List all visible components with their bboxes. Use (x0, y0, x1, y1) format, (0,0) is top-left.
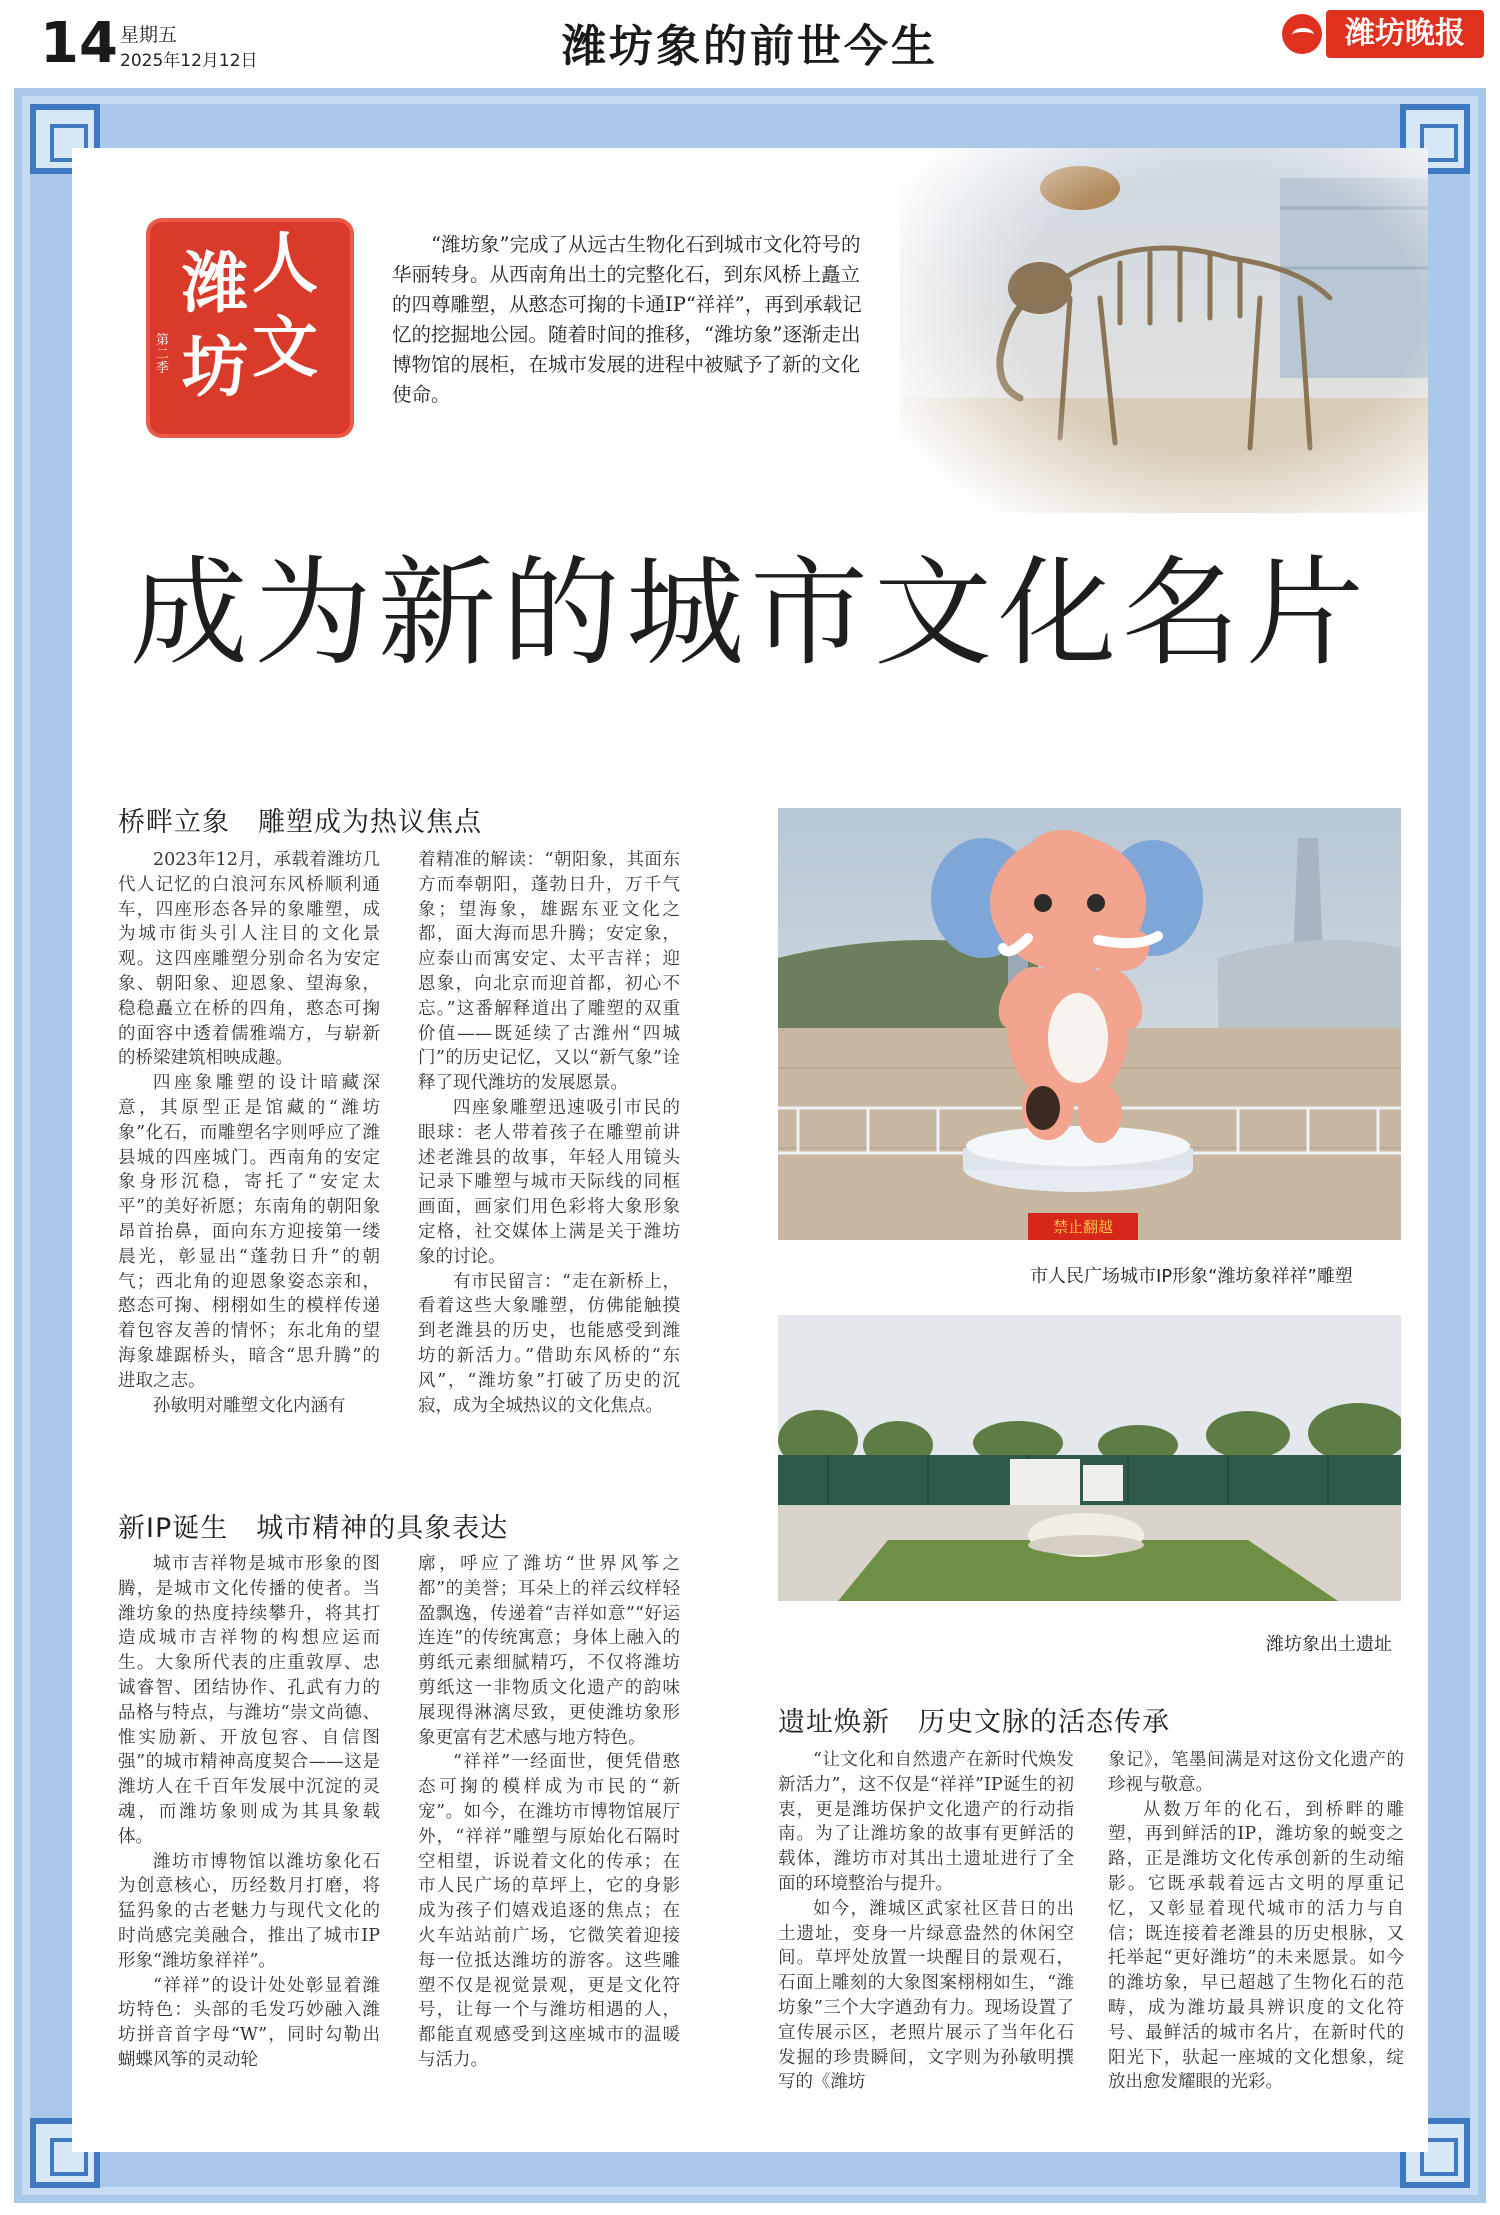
paragraph: “让文化和自然遗产在新时代焕发新活力”，这不仅是“祥祥”IP诞生的初衷，更是潍坊保护文化遗产的行动指南。为了让潍坊象的故事有更鲜活的载体，潍坊市对其出土遗址进行了全面的环境整治与提升。 (778, 1750, 1074, 1894)
stamp-season: 第二季 (156, 333, 170, 376)
paragraph: “祥祥”的设计处处彰显着潍坊特色：头部的毛发巧妙融入潍坊拼音首字母“W”，同时勾勒出蝴蝶风筝的灵动轮 (118, 1975, 380, 2070)
photo-caption: 潍坊象出土遗址 (1266, 1634, 1392, 1655)
paragraph: 廓，呼应了潍坊“世界风筝之都”的美誉；耳朵上的祥云纹样轻盈飘逸，传递着“吉祥如意”“好运连连”的传统寓意；身体上融入的剪纸元素细腻精巧，不仅将潍坊剪纸这一非物质文化遗产的韵味展现得淋漓尽致，更使潍坊象形象更富有艺术感与地方特色。 (418, 1554, 680, 1748)
stamp-character: 坊 (182, 328, 248, 406)
stamp-character: 潍 (182, 244, 248, 322)
section-heading: 桥畔立象 雕塑成为热议焦点 (118, 807, 482, 838)
paragraph: 孙敏明对雕塑文化内涵有 (153, 1395, 346, 1416)
paragraph: 四座象雕塑迅速吸引市民的眼球：老人带着孩子在雕塑前讲述老潍县的故事，年轻人用镜头记录下雕塑与城市天际线的同框画面，画家们用色彩将大象形象定格，社交媒体上满是关于潍坊象的讨论。 (418, 1097, 680, 1267)
newspaper-logo (1282, 10, 1487, 62)
museum-fossil-photo (900, 148, 1428, 513)
section3-column-2 (1108, 1748, 1404, 2095)
paragraph: 潍坊市博物馆以潍坊象化石为创意核心，历经数月打磨，将猛犸象的古老魅力与现代文化的时尚感完美融合，推出了城市IP形象“潍坊象祥祥”。 (118, 1851, 380, 1971)
weekday: 星期五 (120, 24, 178, 46)
section-heading: 遗址焕新 历史文脉的活态传承 (778, 1707, 1170, 1738)
paragraph: 城市吉祥物是城市形象的图腾，是城市文化传播的使者。当潍坊象的热度持续攀升，将其打造成城市吉祥物的构想应运而生。大象所代表的庄重敦厚、忠诚睿智、团结协作、孔武有力的品格与特点，与潍坊“崇文尚德、惟实励新、开放包容、自信图强”的城市精神高度契合——这是潍坊人在千百年发展中沉淀的灵魂，而潍坊象则成为其具象载体。 (118, 1554, 380, 1847)
paragraph: 象记》，笔墨间满是对这份文化遗产的珍视与敬意。 (1108, 1750, 1404, 1795)
page-number: 14 (40, 11, 118, 76)
section3-column-1 (778, 1748, 1074, 2095)
paragraph: 从数万年的化石，到桥畔的雕塑，再到鲜活的IP，潍坊象的蜕变之路，正是潍坊文化传承创新的生动缩影。它既承载着远古文明的厚重记忆，又彰显着现代城市的活力与自信；既连接着老潍县的历史根脉，又托举起“更好潍坊”的未来愿景。如今的潍坊象，早已超越了生物化石的范畴，成为潍坊最具辨识度的文化符号、最鲜活的城市名片，在新时代的阳光下，驮起一座城的文化想象，绽放出愈发耀眼的光彩。 (1108, 1799, 1404, 2093)
logo-icon (1282, 14, 1322, 54)
paragraph: 着精准的解读：“朝阳象，其面东方而奉朝阳，蓬勃日升，万千气象；望海象，雄踞东亚文化之都，面大海而思升腾；安定象，应泰山而寓安定、太平吉祥；迎恩象，向北京而迎首都，初心不忘。”这番解释道出了雕塑的双重价值——既延续了古潍州“四城门”的历史记忆，又以“新气象”诠释了现代潍坊的发展愿景。 (418, 850, 680, 1094)
section1-column-1 (118, 848, 380, 1418)
page-section-title: 潍坊象的前世今生 (562, 21, 938, 72)
main-headline: 成为新的城市文化名片 (129, 544, 1370, 682)
paragraph: 有市民留言：“走在新桥上，看着这些大象雕塑，仿佛能触摸到老潍县的历史，也能感受到潍坊的新活力。”借助东风桥的“东风”，“潍坊象”打破了历史的沉寂，成为全城热议的文化焦点。 (418, 1271, 680, 1416)
paragraph: 2023年12月，承载着潍坊几代人记忆的白浪河东风桥顺利通车，四座形态各异的象雕塑，成为城市街头引人注目的文化景观。这四座雕塑分别命名为安定象、朝阳象、迎恩象、望海象，稳稳矗立在桥的四角，憨态可掬的面容中透着儒雅端方，与崭新的桥梁建筑相映成趣。 (118, 850, 380, 1069)
section2-column-2 (418, 1552, 680, 2073)
excavation-site-photo (778, 1315, 1401, 1601)
intro-paragraph: “潍坊象”完成了从远古生物化石到城市文化符号的华丽转身。从西南角出土的完整化石，到东风桥上矗立的四尊雕塑，从憨态可掬的卡通IP“祥祥”，再到承载记忆的挖掘地公园。随着时间的推移，“潍坊象”逐渐走出博物馆的展柜，在城市发展的进程中被赋予了新的文化使命。 (392, 233, 862, 406)
section-heading: 新IP诞生 城市精神的具象表达 (118, 1513, 509, 1544)
section1-column-2 (418, 848, 680, 1418)
mascot-sculpture-photo (778, 808, 1401, 1240)
column-stamp (150, 222, 350, 434)
warning-sign-text: 禁止翻越 (1052, 1218, 1114, 1236)
stamp-character: 文 (252, 308, 318, 386)
section2-column-1 (118, 1552, 380, 2073)
paragraph: “祥祥”一经面世，便凭借憨态可掬的模样成为市民的“新宠”。如今，在潍坊市博物馆展厅外，“祥祥”雕塑与原始化石隔时空相望，诉说着文化的传承；在市人民广场的草坪上，它的身影成为孩子们嬉戏追逐的焦点；在火车站站前广场，它微笑着迎接每一位抵达潍坊的游客。这些雕塑不仅是视觉景观，更是文化符号，让每一个与潍坊相遇的人，都能直观感受到这座城市的温暖与活力。 (418, 1752, 680, 2070)
paragraph: 四座象雕塑的设计暗藏深意，其原型正是馆藏的“潍坊象”化石，而雕塑名字则呼应了潍县城的四座城门。西南角的安定象身形沉稳，寄托了“安定太平”的美好祈愿；东南角的朝阳象昂首抬鼻，面向东方迎接第一缕晨光，彰显出“蓬勃日升”的朝气；西北角的迎恩象姿态亲和，憨态可掬、栩栩如生的模样传递着包容友善的情怀；东北角的望海象雄踞桥头，暗含“思升腾”的进取之志。 (118, 1073, 380, 1391)
brand-name: 潍坊晚报 (1326, 10, 1484, 58)
photo-caption: 市人民广场城市IP形象“潍坊象祥祥”雕塑 (1030, 1266, 1353, 1287)
issue-date: 2025年12月12日 (120, 51, 258, 71)
stamp-character: 人 (252, 224, 318, 302)
paragraph: 如今，潍城区武家社区昔日的出土遗址，变身一片绿意盎然的休闲空间。草坪处放置一块醒目的景观石，石面上雕刻的大象图案栩栩如生，“潍坊象”三个大字遒劲有力。现场设置了宣传展示区，老照片展示了当年化石发掘的珍贵瞬间，文字则为孙敏明撰写的《潍坊 (778, 1898, 1074, 2093)
